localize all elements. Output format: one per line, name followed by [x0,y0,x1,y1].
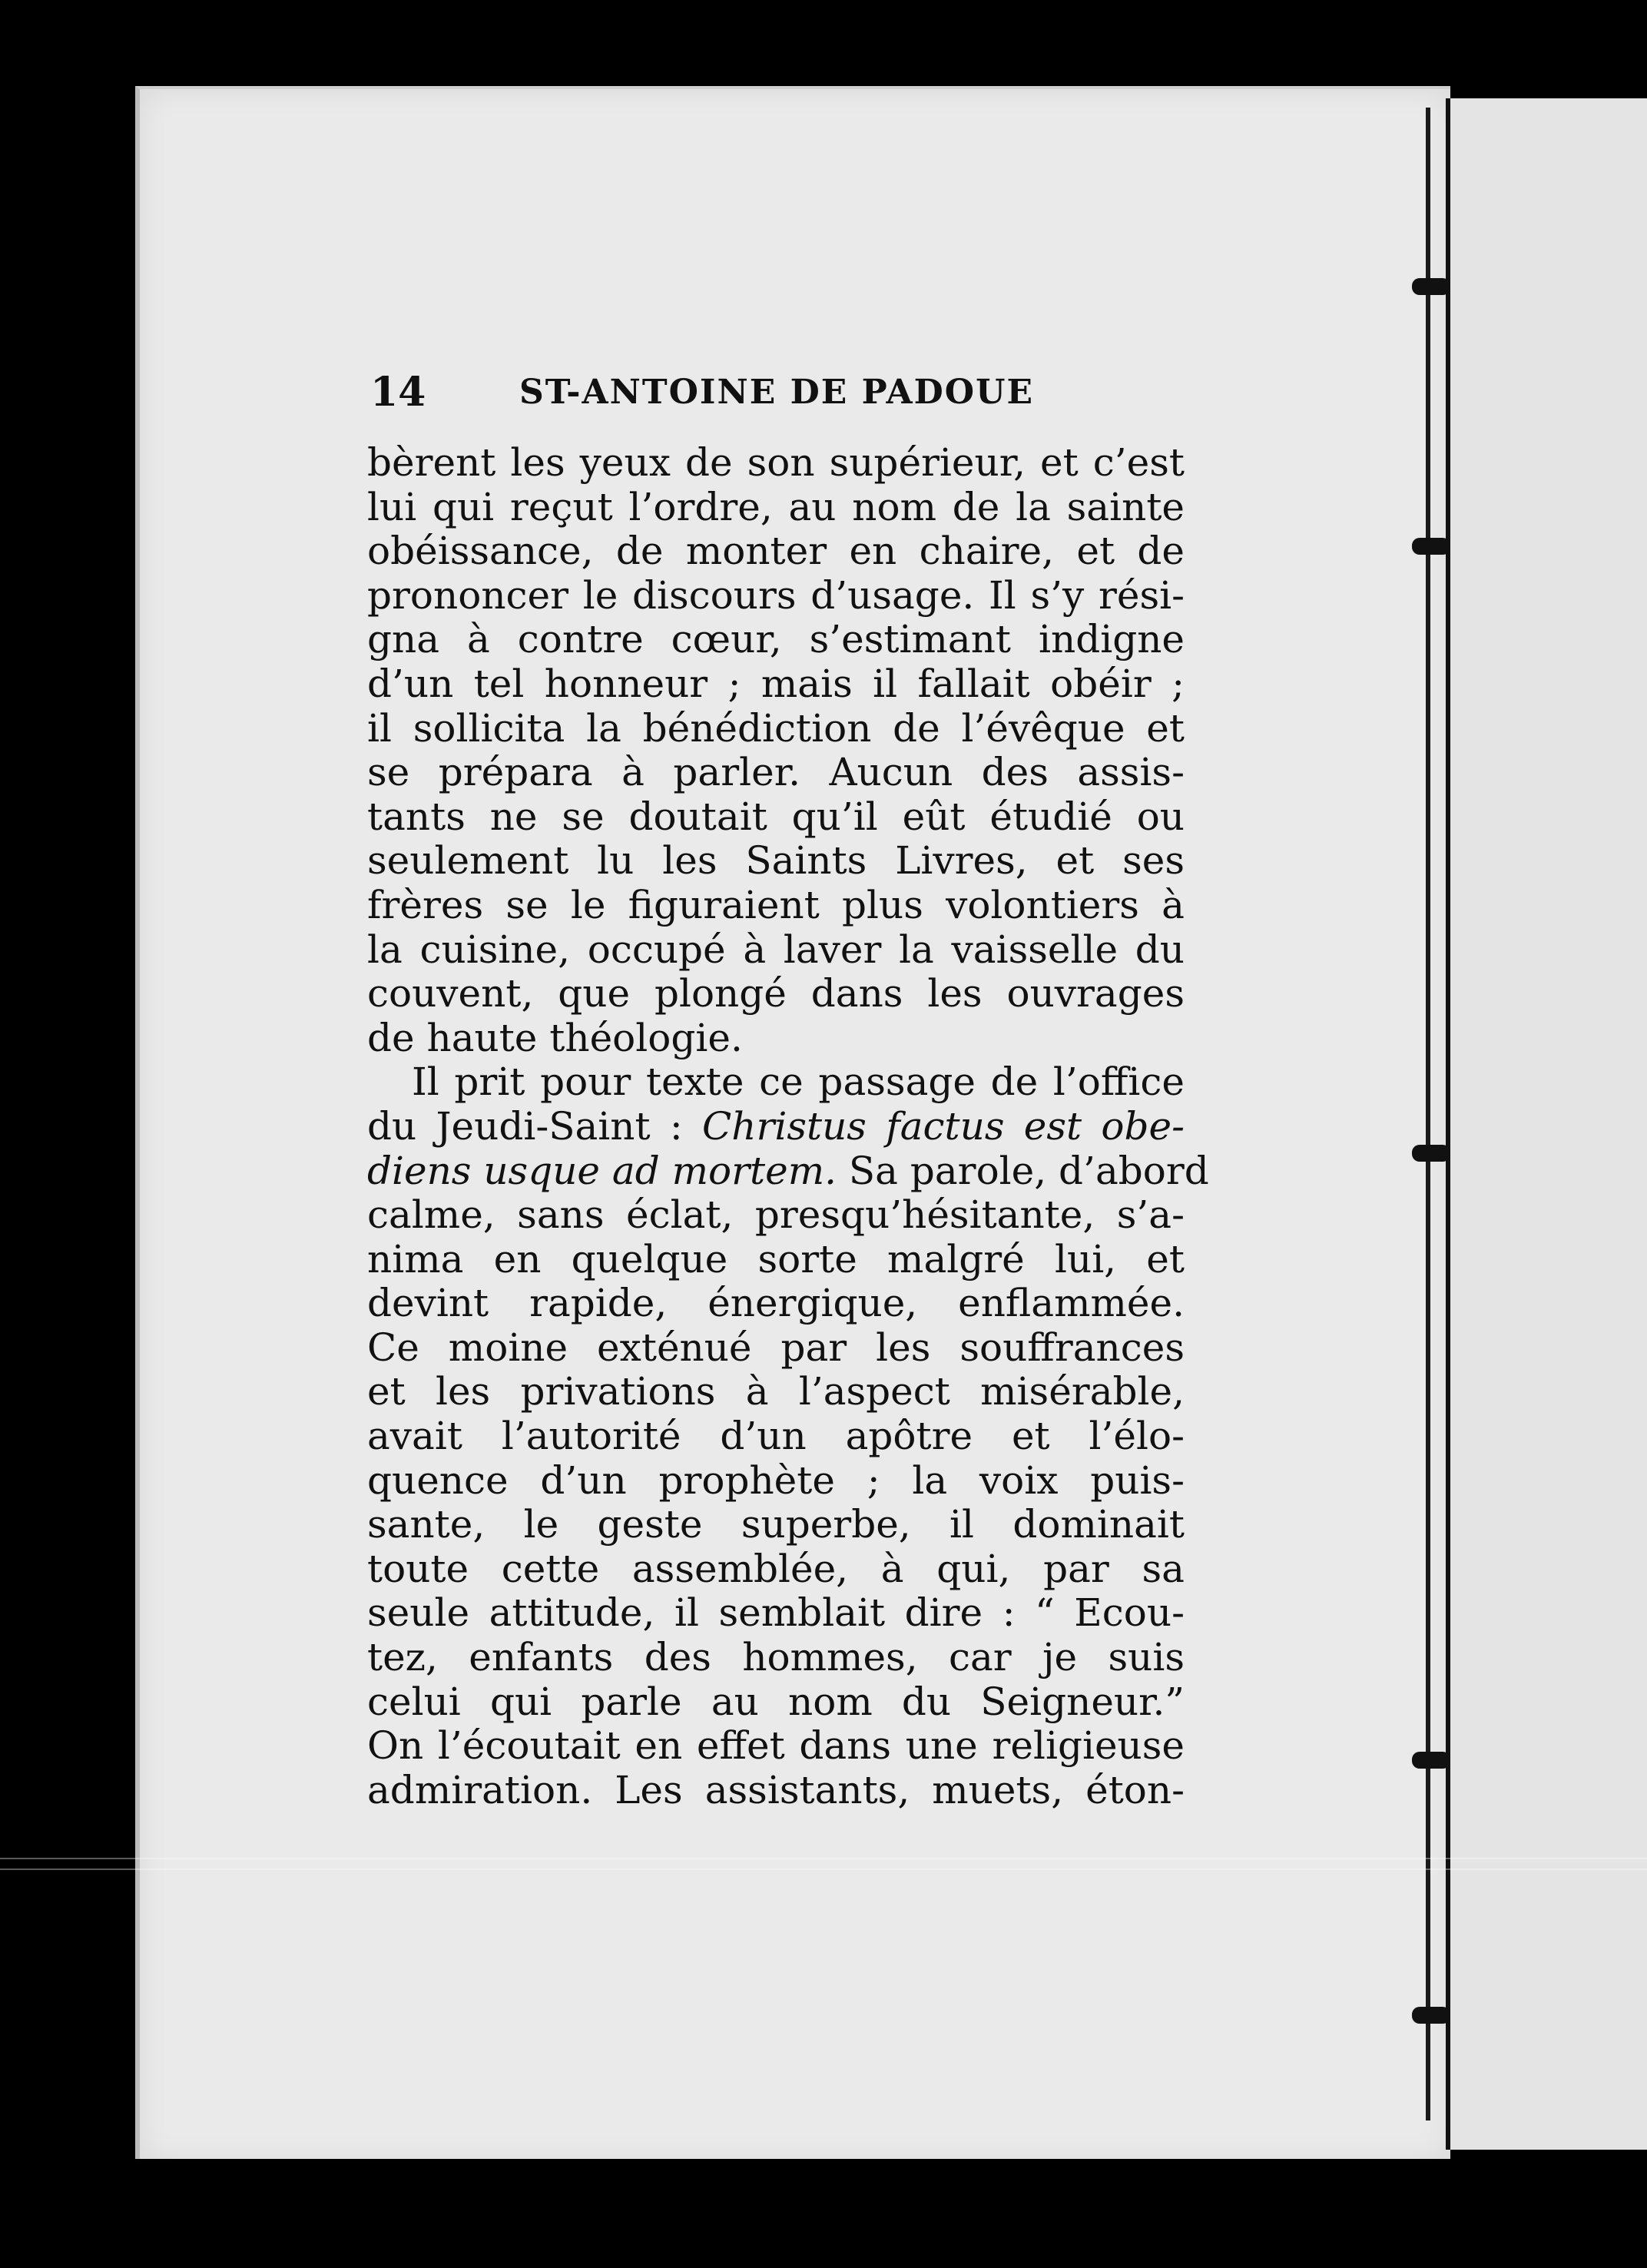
text-line: admiration. Les assistants, muets, éton- [367,1767,1185,1812]
text-line: et les privations à l’aspect misérable, [367,1369,1185,1414]
binding-stitch [1412,1145,1450,1162]
page-number: 14 [370,368,426,416]
text-line: avait l’autorité d’un apôtre et l’élo- [367,1414,1185,1459]
text-line: obéissance, de monter en chaire, et de [367,529,1185,574]
text-line: nima en quelque sorte malgré lui, et [367,1236,1185,1282]
latin-quote: diens usque ad mortem. [367,1148,837,1193]
text-line [367,1105,1185,1149]
binding-stitch [1412,278,1450,295]
text-line: bèrent les yeux de son supérieur, et c’est [367,440,1185,485]
text-line: gna à contre cœur, s’estimant indigne [367,617,1185,662]
text-line: tants ne se doutait qu’il eût étudié ou [367,794,1185,839]
text-line: la cuisine, occupé à laver la vaisselle du [367,927,1185,972]
binding-strip [1446,98,1647,2150]
text-line: toute cette assemblée, à qui, par sa [367,1546,1185,1591]
text-line: seule attitude, il semblait dire : “ Ecou- [367,1590,1185,1636]
text-line: celui qui parle au nom du Seigneur.” [367,1679,1185,1724]
binding-stitch [1412,2007,1450,2024]
text-line: Il prit pour texte ce passage de l’office [412,1059,1185,1105]
text-line: lui qui reçut l’ordre, au nom de la sainte [367,484,1185,529]
text-line: calme, sans éclat, presqu’hésitante, s’a- [367,1192,1185,1238]
text-line: d’un tel honneur ; mais il fallait obéir ; [367,661,1185,706]
text-line [367,1148,1209,1194]
text-run: du Jeudi-Saint : [367,1103,702,1149]
body-text [367,440,1209,1812]
scan-border-bottom [0,2159,1647,2268]
scan-artifact-line [0,1858,1647,1859]
text-run: Sa parole, d’abord [837,1148,1209,1193]
text-line: devint rapide, énergique, enflammée. [367,1281,1185,1326]
text-line: seulement lu les Saints Livres, et ses [367,838,1185,884]
text-line: il sollicita la bénédiction de l’évêque et [367,705,1185,751]
text-line: On l’écoutait en effet dans une religieuse [367,1723,1185,1769]
scan-artifact-line [0,1868,1647,1870]
text-line: quence d’un prophète ; la voix puis- [367,1457,1185,1503]
text-line: de haute théologie. [367,1015,743,1060]
text-line: sante, le geste superbe, il dominait [367,1502,1185,1547]
spine-line [1426,108,1430,2120]
text-line: tez, enfants des hommes, car je suis [367,1635,1185,1680]
text-line: Ce moine exténué par les souffrances [367,1325,1185,1370]
binding-stitch [1412,1752,1450,1769]
text-line: se prépara à parler. Aucun des assis- [367,750,1185,795]
text-line: couvent, que plongé dans les ouvrages [367,971,1185,1016]
running-header [370,361,1215,423]
running-title: ST-ANTOINE DE PADOUE [519,372,1035,412]
text-line: prononcer le discours d’usage. Il s’y rési- [367,572,1185,618]
latin-quote: Christus factus est obe- [701,1103,1185,1149]
text-line: frères se le figuraient plus volontiers à [367,882,1185,927]
binding-stitch [1412,538,1450,555]
